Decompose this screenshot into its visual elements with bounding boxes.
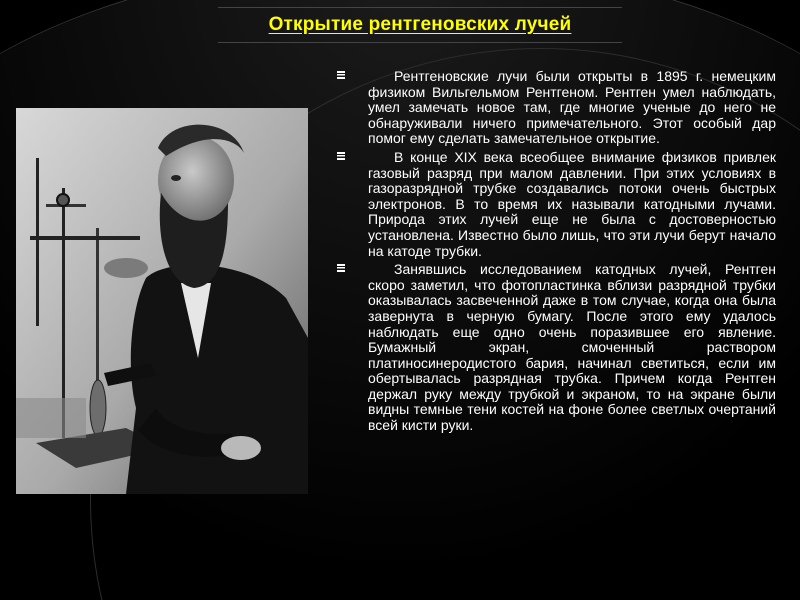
bullet-square-icon <box>336 263 346 273</box>
portrait-illustration <box>16 108 308 494</box>
paragraph-1 <box>336 69 776 147</box>
paragraph-text: Занявшись исследованием катодных лучей, Рентген скоро заметил, что фотопластинка вблизи разрядной трубки оказывалась засвеченной даже в том случае, когда она была завернута в черную бумагу. После этого ему удалось наблюдать еще одно очень поразившее его явление. Бумажный экран, смоченный раствором платиносинеродистого бария, начинал светиться, если им обертывалась разрядная трубка. Причем когда Рентген держал руку между трубкой и экраном, то на экране были видны темные тени костей на фоне более светлых очертаний всей кисти руки. <box>368 261 776 434</box>
paragraph-3 <box>336 262 776 434</box>
text-column <box>336 69 776 437</box>
bullet-square-icon <box>336 151 346 161</box>
paragraph-text: Рентгеновские лучи были открыты в 1895 г. немецким физиком Вильгельмом Рентгеном. Рентген умел наблюдать, умел замечать новое там, где многие ученые до него не обнаруживали ничего примечательного. Этот особый дар помог ему сделать замечательное открытие. <box>368 68 776 147</box>
paragraph-2 <box>336 150 776 259</box>
bullet-square-icon <box>336 70 346 80</box>
slide-title: Открытие рентгеновских лучей <box>268 14 572 35</box>
portrait-photo <box>16 108 308 494</box>
paragraph-text: В конце XIX века всеобщее внимание физиков привлек газовый разряд при малом давлении. При этих условиях в газоразрядной трубке создавались потоки очень быстрых электронов. В то время их называли катодными лучами. Природа этих лучей еще не была с достоверностью установлена. Известно было лишь, что эти лучи берут начало на катоде трубки. <box>368 148 776 259</box>
